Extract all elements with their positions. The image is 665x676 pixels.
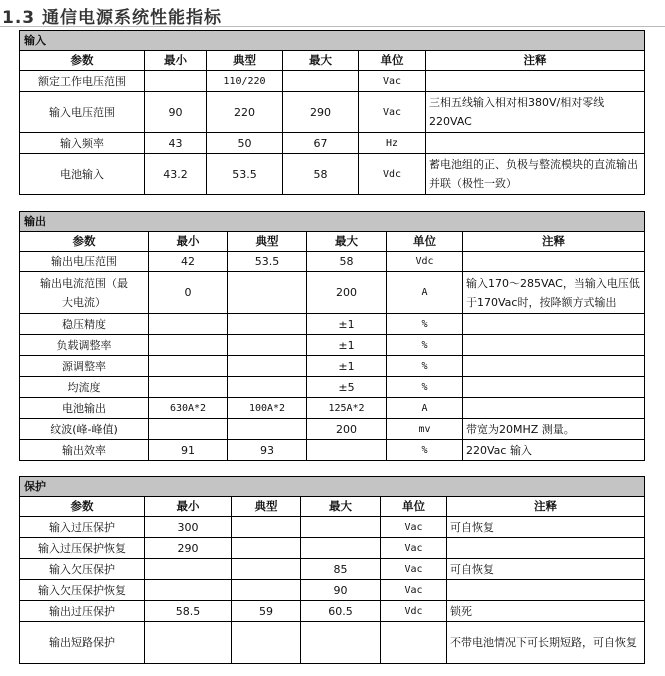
table-row — [20, 440, 645, 461]
unit-cell: Vac — [359, 92, 426, 133]
min-cell: 0 — [149, 272, 228, 314]
table-row — [20, 398, 645, 419]
header-min: 最小 — [145, 497, 232, 517]
protection-section-header: 保护 — [20, 477, 645, 497]
note-cell: 不带电池情况下可长期短路，可自恢复 — [447, 622, 645, 664]
max-cell: 90 — [301, 580, 381, 601]
param-cell: 输入频率 — [20, 133, 145, 154]
note-cell: 蓄电池组的正、负极与整流模块的直流输出并联（极性一致） — [426, 154, 645, 195]
param-cell: 源调整率 — [20, 356, 149, 377]
note-cell — [463, 356, 645, 377]
header-min: 最小 — [145, 51, 207, 71]
min-cell: 300 — [145, 517, 232, 538]
output-section-header: 输出 — [20, 212, 645, 232]
note-cell — [447, 538, 645, 559]
unit-cell: mv — [387, 419, 463, 440]
min-cell — [145, 622, 232, 664]
max-cell: 58 — [307, 252, 387, 272]
param-cell: 输入过压保护恢复 — [20, 538, 145, 559]
param-cell: 额定工作电压范围 — [20, 71, 145, 92]
note-cell — [463, 377, 645, 398]
min-cell — [149, 314, 228, 335]
unit-cell: Vdc — [381, 601, 447, 622]
min-cell: 91 — [149, 440, 228, 461]
typ-cell — [228, 272, 307, 314]
note-cell — [426, 133, 645, 154]
typ-cell — [228, 356, 307, 377]
unit-cell: Vac — [381, 580, 447, 601]
typ-cell: 110/220 — [207, 71, 283, 92]
unit-cell: Vac — [381, 517, 447, 538]
table-row — [20, 377, 645, 398]
table-row — [20, 356, 645, 377]
unit-cell — [381, 622, 447, 664]
table-row — [20, 419, 645, 440]
typ-cell — [232, 622, 301, 664]
typ-cell: 53.5 — [207, 154, 283, 195]
param-cell: 输入电压范围 — [20, 92, 145, 133]
table-row — [20, 154, 645, 195]
min-cell: 290 — [145, 538, 232, 559]
title-divider — [0, 26, 665, 27]
unit-cell: Hz — [359, 133, 426, 154]
max-cell — [283, 71, 359, 92]
note-cell — [426, 71, 645, 92]
param-cell: 输入欠压保护 — [20, 559, 145, 580]
param-cell: 电池输出 — [20, 398, 149, 419]
unit-cell: A — [387, 398, 463, 419]
header-max: 最大 — [301, 497, 381, 517]
min-cell — [145, 559, 232, 580]
min-cell — [149, 335, 228, 356]
typ-cell — [228, 419, 307, 440]
note-cell: 可自恢复 — [447, 559, 645, 580]
note-cell: 220Vac 输入 — [463, 440, 645, 461]
typ-cell — [228, 335, 307, 356]
note-cell — [463, 398, 645, 419]
param-cell: 电池输入 — [20, 154, 145, 195]
page-title: 1.3 通信电源系统性能指标 — [2, 8, 223, 28]
typ-cell: 59 — [232, 601, 301, 622]
note-cell — [463, 252, 645, 272]
table-row — [20, 133, 645, 154]
max-cell: 85 — [301, 559, 381, 580]
table-row — [20, 517, 645, 538]
unit-cell: % — [387, 356, 463, 377]
typ-cell: 53.5 — [228, 252, 307, 272]
table-row — [20, 272, 645, 314]
min-cell — [149, 377, 228, 398]
param-cell: 负载调整率 — [20, 335, 149, 356]
max-cell: 290 — [283, 92, 359, 133]
output-spec-table — [19, 211, 645, 461]
max-cell: 67 — [283, 133, 359, 154]
unit-cell: % — [387, 314, 463, 335]
note-cell — [447, 580, 645, 601]
max-cell: 200 — [307, 272, 387, 314]
min-cell — [145, 580, 232, 601]
min-cell — [149, 419, 228, 440]
header-unit: 单位 — [359, 51, 426, 71]
param-cell: 稳压精度 — [20, 314, 149, 335]
table-row — [20, 559, 645, 580]
unit-cell: % — [387, 377, 463, 398]
param-cell: 输出过压保护 — [20, 601, 145, 622]
header-unit: 单位 — [381, 497, 447, 517]
param-cell: 输出电压范围 — [20, 252, 149, 272]
param-cell: 均流度 — [20, 377, 149, 398]
header-unit: 单位 — [387, 232, 463, 252]
header-note: 注释 — [463, 232, 645, 252]
typ-cell: 100A*2 — [228, 398, 307, 419]
typ-cell — [228, 377, 307, 398]
header-max: 最大 — [283, 51, 359, 71]
max-cell: ±1 — [307, 335, 387, 356]
typ-cell: 93 — [228, 440, 307, 461]
note-cell: 带宽为20MHZ 测量。 — [463, 419, 645, 440]
note-cell — [463, 314, 645, 335]
unit-cell: % — [387, 440, 463, 461]
input-section-header: 输入 — [20, 31, 645, 51]
table-row — [20, 92, 645, 133]
table-row — [20, 71, 645, 92]
note-cell — [463, 335, 645, 356]
unit-cell: Vac — [359, 71, 426, 92]
typ-cell: 220 — [207, 92, 283, 133]
table-row — [20, 601, 645, 622]
input-spec-table — [19, 30, 645, 195]
unit-cell: Vdc — [387, 252, 463, 272]
max-cell — [301, 517, 381, 538]
table-row — [20, 314, 645, 335]
min-cell: 630A*2 — [149, 398, 228, 419]
max-cell: ±1 — [307, 314, 387, 335]
typ-cell: 50 — [207, 133, 283, 154]
max-cell — [301, 622, 381, 664]
typ-cell — [232, 580, 301, 601]
max-cell: ±1 — [307, 356, 387, 377]
note-cell: 三相五线输入相对相380V/相对零线220VAC — [426, 92, 645, 133]
note-cell: 可自恢复 — [447, 517, 645, 538]
max-cell: 200 — [307, 419, 387, 440]
min-cell: 58.5 — [145, 601, 232, 622]
header-typ: 典型 — [207, 51, 283, 71]
unit-cell: Vac — [381, 559, 447, 580]
max-cell — [301, 538, 381, 559]
table-row — [20, 538, 645, 559]
header-min: 最小 — [149, 232, 228, 252]
unit-cell: % — [387, 335, 463, 356]
header-note: 注释 — [426, 51, 645, 71]
typ-cell — [228, 314, 307, 335]
max-cell: 60.5 — [301, 601, 381, 622]
max-cell: 125A*2 — [307, 398, 387, 419]
typ-cell — [232, 538, 301, 559]
table-row — [20, 335, 645, 356]
header-param: 参数 — [20, 51, 145, 71]
max-cell — [307, 440, 387, 461]
header-typ: 典型 — [228, 232, 307, 252]
header-max: 最大 — [307, 232, 387, 252]
min-cell: 43.2 — [145, 154, 207, 195]
param-cell: 输入过压保护 — [20, 517, 145, 538]
min-cell: 43 — [145, 133, 207, 154]
max-cell: ±5 — [307, 377, 387, 398]
typ-cell — [232, 559, 301, 580]
table-row — [20, 622, 645, 664]
header-param: 参数 — [20, 232, 149, 252]
note-cell: 锁死 — [447, 601, 645, 622]
param-cell: 输出电流范围（最大电流） — [20, 272, 149, 314]
min-cell: 90 — [145, 92, 207, 133]
protection-spec-table — [19, 476, 645, 664]
min-cell — [145, 71, 207, 92]
table-row — [20, 580, 645, 601]
unit-cell: A — [387, 272, 463, 314]
param-cell: 输出短路保护 — [20, 622, 145, 664]
min-cell — [149, 356, 228, 377]
max-cell: 58 — [283, 154, 359, 195]
unit-cell: Vac — [381, 538, 447, 559]
header-note: 注释 — [447, 497, 645, 517]
min-cell: 42 — [149, 252, 228, 272]
note-cell: 输入170～285VAC，当输入电压低于170Vac时，按降额方式输出 — [463, 272, 645, 314]
header-typ: 典型 — [232, 497, 301, 517]
typ-cell — [232, 517, 301, 538]
table-row — [20, 252, 645, 272]
param-cell: 输入欠压保护恢复 — [20, 580, 145, 601]
unit-cell: Vdc — [359, 154, 426, 195]
param-cell: 纹波(峰-峰值) — [20, 419, 149, 440]
param-cell: 输出效率 — [20, 440, 149, 461]
header-param: 参数 — [20, 497, 145, 517]
